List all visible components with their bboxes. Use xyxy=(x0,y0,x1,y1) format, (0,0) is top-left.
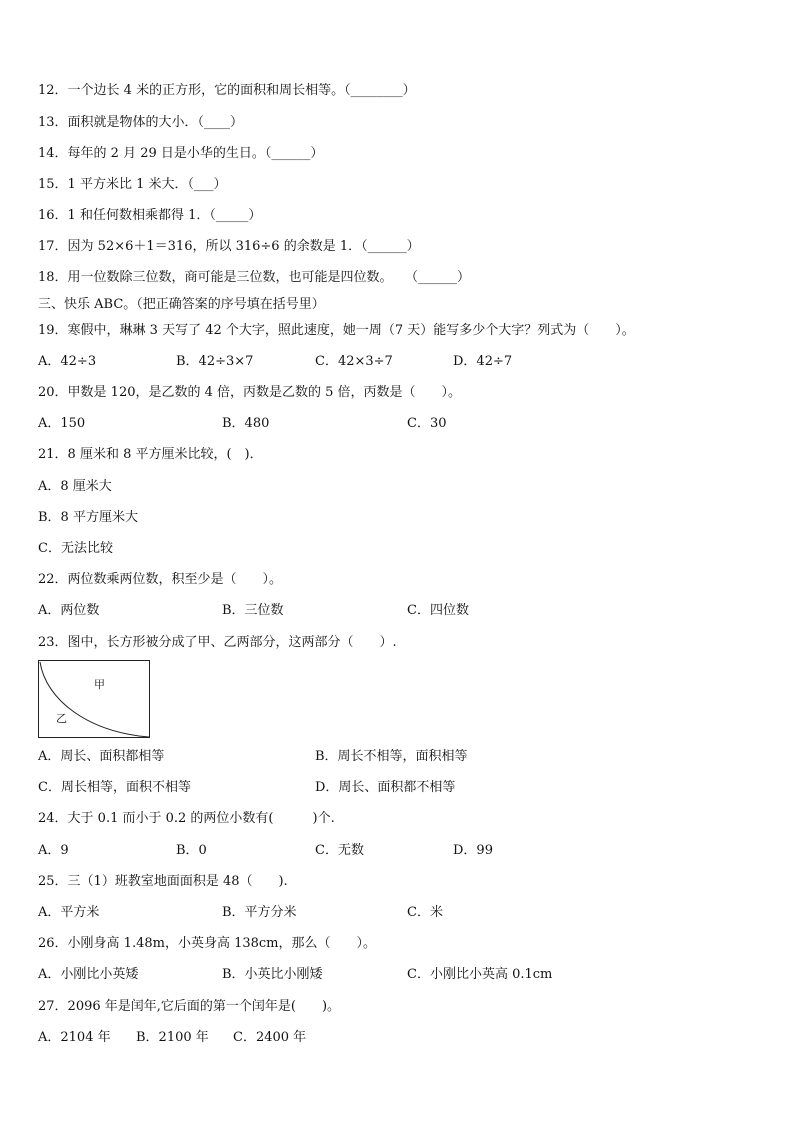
q21: 21．8 厘米和 8 平方厘米比较，( )． xyxy=(38,447,263,462)
q20-option-b: B．480 xyxy=(222,416,270,431)
figure-rectangle xyxy=(39,661,150,738)
q21-option-b: B．8 平方厘米大 xyxy=(38,510,138,525)
figure-curve xyxy=(40,662,149,737)
section-heading: 三、快乐 ABC。（把正确答案的序号填在括号里） xyxy=(38,297,325,312)
q24: 24．大于 0.1 而小于 0.2 的两位小数有( )个. xyxy=(38,811,335,826)
q27-option-a: A．2104 年 xyxy=(38,1030,111,1045)
q20: 20．甲数是 120，是乙数的 4 倍，丙数是乙数的 5 倍，丙数是（ ）。 xyxy=(38,385,462,400)
q25-option-b: B．平方分米 xyxy=(222,905,297,920)
q24-option-a: A．9 xyxy=(38,843,69,858)
q18: 18．用一位数除三位数，商可能是三位数，也可能是四位数。 （______） xyxy=(38,270,470,285)
q12: 12．一个边长 4 米的正方形，它的面积和周长相等。（________） xyxy=(38,83,416,98)
q20-option-a: A．150 xyxy=(38,416,86,431)
q22-option-a: A．两位数 xyxy=(38,603,100,618)
q23: 23．图中，长方形被分成了甲、乙两部分，这两部分（ ）. xyxy=(38,635,397,650)
q23-option-b: B．周长不相等，面积相等 xyxy=(315,749,468,764)
q19: 19．寒假中，琳琳 3 天写了 42 个大字，照此速度，她一周（7 天）能写多少个大字？列式为（ ）。 xyxy=(38,323,635,338)
q26-option-b: B．小英比小刚矮 xyxy=(222,967,323,982)
q22-option-c: C．四位数 xyxy=(407,603,469,618)
q21-option-a: A．8 厘米大 xyxy=(38,479,112,494)
q25: 25．三（1）班教室地面面积是 48（ ). xyxy=(38,874,288,889)
q22-option-b: B．三位数 xyxy=(222,603,284,618)
figure-label-jia: 甲 xyxy=(94,678,105,691)
q19-option-b: B．42÷3×7 xyxy=(176,354,254,369)
q23-option-a: A．周长、面积都相等 xyxy=(38,749,165,764)
rectangle-figure xyxy=(38,660,150,738)
q14: 14．每年的 2 月 29 日是小华的生日。（______） xyxy=(38,146,324,161)
q25-option-a: A．平方米 xyxy=(38,905,100,920)
q13: 13．面积就是物体的大小．（____） xyxy=(38,115,244,130)
q24-option-b: B．0 xyxy=(176,843,207,858)
q19-option-d: D．42÷7 xyxy=(453,354,513,369)
q15: 15．1 平方米比 1 米大．（___） xyxy=(38,177,227,192)
q20-option-c: C．30 xyxy=(407,416,447,431)
q25-option-c: C．米 xyxy=(407,905,443,920)
q17: 17．因为 52×6＋1＝316，所以 316÷6 的余数是 1．（______） xyxy=(38,239,420,254)
q19-option-a: A．42÷3 xyxy=(38,354,97,369)
q24-option-c: C．无数 xyxy=(315,843,364,858)
q19-option-c: C．42×3÷7 xyxy=(315,354,393,369)
q23-option-d: D．周长、面积都不相等 xyxy=(315,780,456,795)
q27-option-c: C．2400 年 xyxy=(233,1030,307,1045)
q21-option-c: C．无法比较 xyxy=(38,541,113,556)
q16: 16．1 和任何数相乘都得 1．（_____） xyxy=(38,208,262,223)
q24-option-d: D．99 xyxy=(453,843,493,858)
figure-label-yi: 乙 xyxy=(56,712,67,725)
q22: 22．两位数乘两位数，积至少是（ ）。 xyxy=(38,572,283,587)
q26-option-c: C．小刚比小英高 0.1cm xyxy=(407,967,553,982)
q27: 27．2096 年是闰年,它后面的第一个闰年是( )。 xyxy=(38,999,341,1014)
q27-option-b: B．2100 年 xyxy=(136,1030,209,1045)
q23-option-c: C．周长相等，面积不相等 xyxy=(38,780,191,795)
q26: 26．小刚身高 1.48m，小英身高 138cm，那么（ ）。 xyxy=(38,936,377,951)
q26-option-a: A．小刚比小英矮 xyxy=(38,967,139,982)
